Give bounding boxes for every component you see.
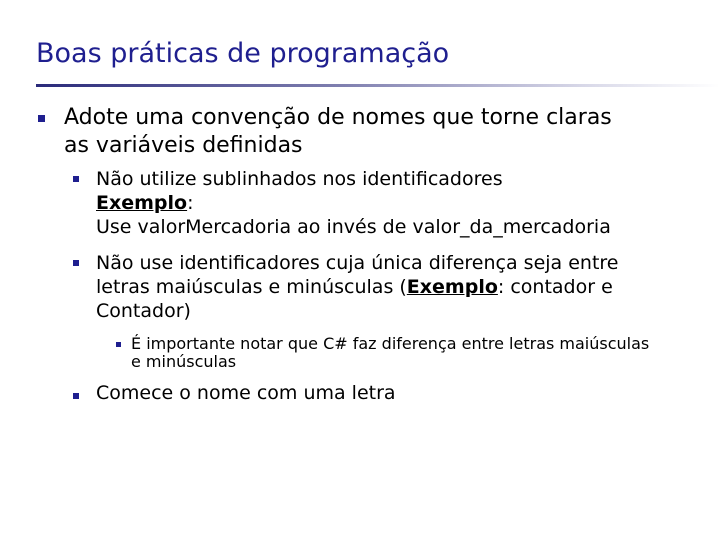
example-label: Exemplo [406, 276, 498, 298]
bullet-square-icon [73, 260, 79, 266]
subsub-bullet-line1: É importante notar que C# faz diferença entre letras maiúsculas [131, 334, 650, 353]
example-label: Exemplo [96, 192, 188, 214]
bullet-square-icon [116, 342, 121, 347]
sub-bullet-2-line1: Não use identificadores cuja única diferença seja entre [96, 252, 619, 274]
sub-bullet-1-line3: Use valorMercadoria ao invés de valor_da_mercadoria [96, 216, 611, 238]
bullet-square-icon [73, 176, 79, 182]
sub-bullet-2-line3: Contador) [96, 300, 191, 322]
slide-title: Boas práticas de programação [36, 38, 450, 69]
sub-bullet-3-line1: Comece o nome com uma letra [96, 382, 396, 404]
bullet-square-icon [38, 115, 45, 122]
sub-bullet-1-line2 [96, 191, 194, 215]
colon: : [187, 192, 194, 214]
main-bullet-line2: as variáveis definidas [64, 133, 303, 158]
main-bullet-line1: Adote uma convenção de nomes que torne claras [64, 105, 612, 130]
line2-post: : contador e [497, 276, 613, 298]
subsub-bullet-line2: e minúsculas [131, 352, 237, 371]
line2-pre: letras maiúsculas e minúsculas ( [96, 276, 407, 298]
sub-bullet-2-line2 [96, 275, 613, 299]
sub-bullet-1-line1: Não utilize sublinhados nos identificadores [96, 168, 503, 190]
title-underline [36, 84, 720, 87]
bullet-square-icon [73, 393, 79, 399]
